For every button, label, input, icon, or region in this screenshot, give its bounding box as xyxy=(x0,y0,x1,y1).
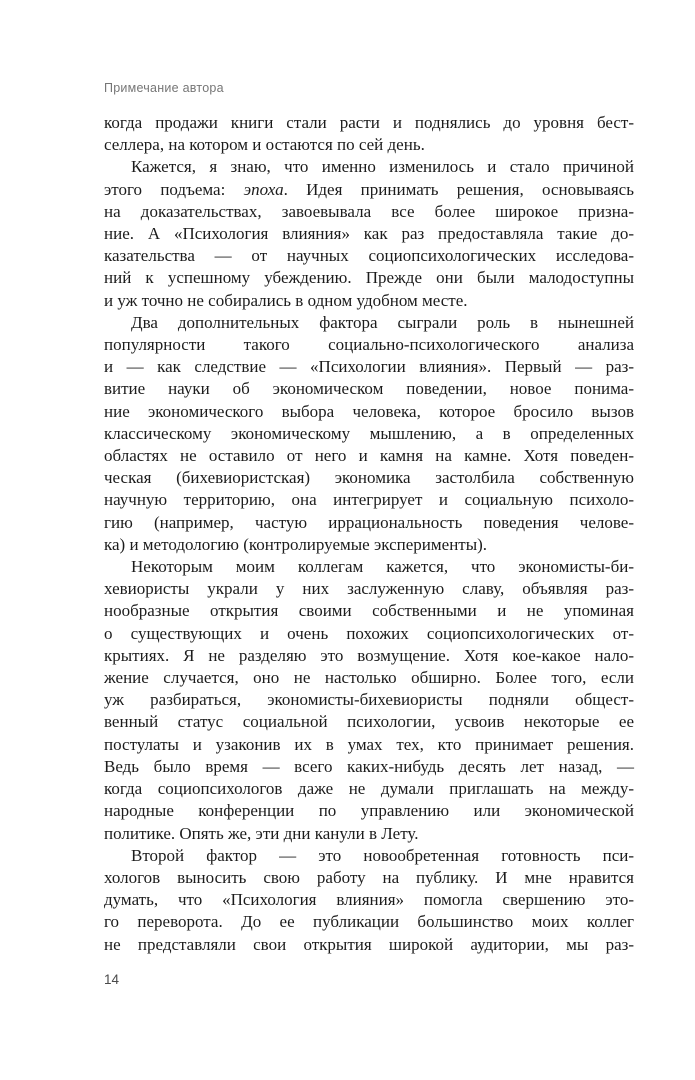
text-line: популярности такого социально-психологического анализа xyxy=(104,335,634,355)
text-line: нообразные открытия своими собственными и не упоминая xyxy=(104,601,634,621)
text-line: и уж точно не собирались в одном удобном месте. xyxy=(104,290,468,310)
text-line: и — как следствие — «Психологии влияния». Первый — раз- xyxy=(104,357,634,377)
text-line: казательства — от научных социопсихологических исследова- xyxy=(104,246,634,266)
text-line: когда продажи книги стали расти и поднялись до уровня бест- xyxy=(104,113,634,132)
text-line: ние. А «Психология влияния» как раз предоставляла такие до- xyxy=(104,224,634,244)
text-line: на доказательствах, завоевывала все более широкое призна- xyxy=(104,201,634,221)
text-line: хевиористы украли у них заслуженную славу, объявляя раз- xyxy=(104,579,634,599)
text-line: постулаты и узаконив их в умах тех, кто принимает решения. xyxy=(104,734,634,754)
page-number: 14 xyxy=(104,972,120,987)
text-line: крытиях. Я не разделяю это возмущение. Хотя кое-какое нало- xyxy=(104,645,634,665)
text-line: ние экономического выбора человека, которое бросило вызов xyxy=(104,401,634,421)
text-line: Кажется, я знаю, что именно изменилось и стало причиной xyxy=(131,157,634,177)
text-line: политике. Опять же, эти дни канули в Лету. xyxy=(104,823,419,843)
text-line: венный статус социальной психологии, усвоив некоторые ее xyxy=(104,712,634,732)
running-header: Примечание автора xyxy=(104,81,224,95)
text-line: о существующих и очень похожих социопсихологических от- xyxy=(104,623,634,643)
text-line: селлера, на котором и остаются по сей день. xyxy=(104,135,425,155)
text-line: научную территорию, она интегрирует и социальную психоло- xyxy=(104,490,634,510)
text-line: Два дополнительных фактора сыграли роль в нынешней xyxy=(131,312,634,332)
body-text xyxy=(104,112,634,956)
text-line: уж разбираться, экономисты-бихевиористы подняли общест- xyxy=(104,690,634,710)
text-line: думать, что «Психология влияния» помогла свершению это- xyxy=(104,890,634,910)
text-line: не представляли свои открытия широкой аудитории, мы раз- xyxy=(104,934,634,954)
text-line: ний к успешному убеждению. Прежде они были малодоступны xyxy=(104,268,634,288)
text-line: Некоторым моим коллегам кажется, что экономисты-би- xyxy=(131,557,634,577)
text-line: ка) и методологию (контролируемые эксперименты). xyxy=(104,534,488,554)
text-line: жение случается, оно не настолько обширно. Более того, если xyxy=(104,668,634,688)
text-line: Ведь было время — всего каких-нибудь десять лет назад, — xyxy=(104,756,634,776)
text-line: этого подъема: эпоха. Идея принимать решения, основываясь xyxy=(104,179,634,199)
text-line: Второй фактор — это новообретенная готовность пси- xyxy=(131,845,634,865)
text-line: когда социопсихологов даже не думали приглашать на между- xyxy=(104,779,634,799)
text-line: го переворота. До ее публикации большинство моих коллег xyxy=(104,912,634,932)
text-line: народные конференции по управлению или экономической xyxy=(104,801,634,821)
text-line: областях не оставило от него и камня на камне. Хотя поведен- xyxy=(104,446,634,466)
text-line: ческая (бихевиористская) экономика застолбила собственную xyxy=(104,468,634,488)
text-line: витие науки об экономическом поведении, новое понима- xyxy=(104,379,634,399)
text-line: хологов выносить свою работу на публику. И мне нравится xyxy=(104,867,634,887)
text-line: классическому экономическому мышлению, а в определенных xyxy=(104,423,634,443)
text-line: гию (например, частую иррациональность поведения челове- xyxy=(104,512,634,532)
